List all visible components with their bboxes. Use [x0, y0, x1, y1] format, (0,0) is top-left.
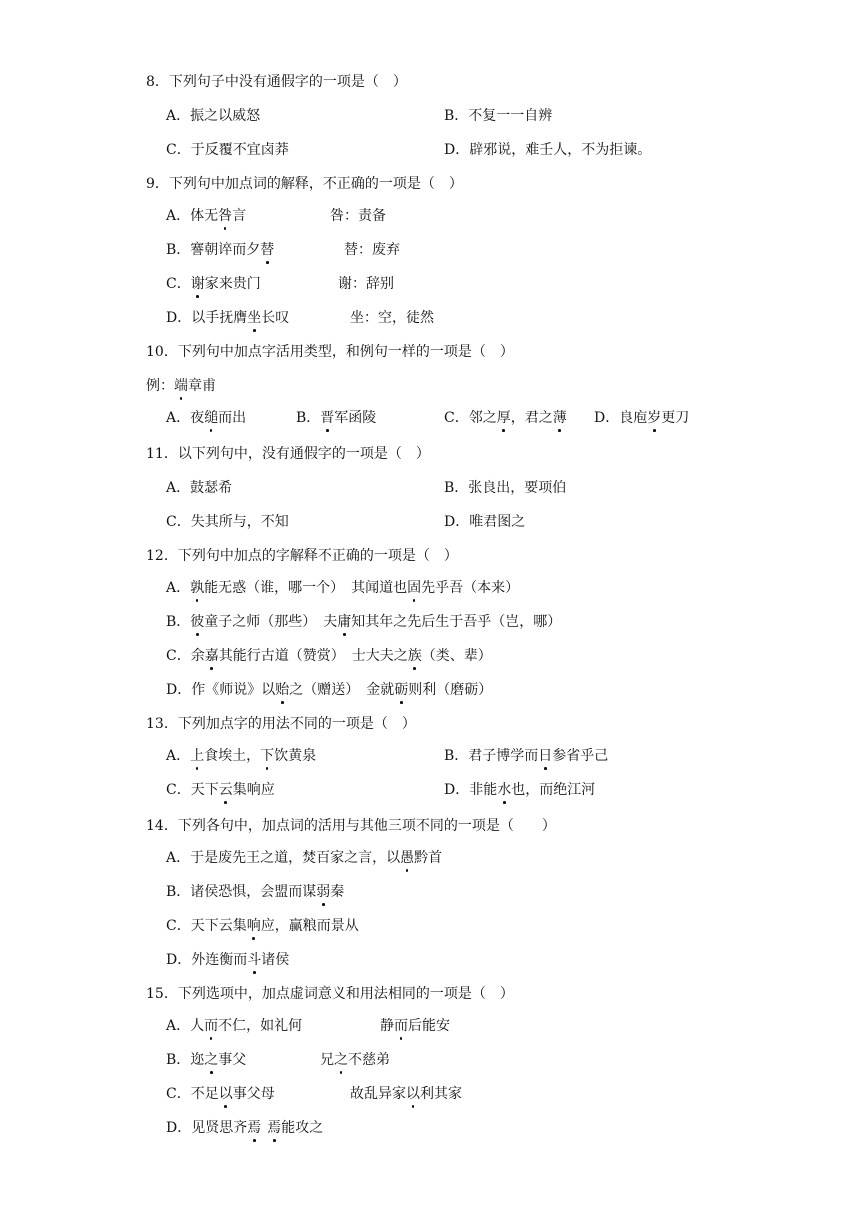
dotted-char: 愚: [400, 850, 415, 866]
question-13-option-c: C．天下云集响应: [166, 782, 275, 798]
question-11-option-c: C．失其所与，不知: [166, 514, 289, 530]
dotted-char: 而: [204, 1018, 219, 1034]
dotted-char: 水: [497, 782, 512, 798]
question-9-option-c: C．谢家来贵门: [166, 276, 261, 292]
question-14-option-b: B．诸侯恐惧，会盟而谋弱秦: [166, 884, 345, 900]
question-9-option-a: A．体无咎言: [166, 208, 247, 224]
question-15-option-c: C．不足以事父母: [166, 1086, 275, 1102]
question-10-stem: 10．下列句中加点字活用类型，和例句一样的一项是（ ）: [146, 344, 514, 360]
dotted-char: 谢: [190, 276, 205, 292]
dotted-char: 焉: [247, 1120, 262, 1136]
question-12-option-c: C．余嘉其能行古道（赞赏） 士大夫之族（类、辈）: [166, 648, 492, 664]
question-10-example: 例：端章甫: [146, 378, 216, 394]
dotted-char: 贻: [275, 682, 290, 698]
question-15-option-b: B．迩之事父: [166, 1052, 247, 1068]
question-11-option-d: D．唯君图之: [444, 514, 526, 530]
dotted-char: 以: [218, 1086, 233, 1102]
question-14-stem: 14．下列各句中，加点词的活用与其他三项不同的一项是（ ）: [146, 818, 556, 834]
question-9-stem: 9．下列句中加点词的解释，不正确的一项是（ ）: [146, 176, 463, 192]
dotted-char: 替: [260, 242, 275, 258]
question-13-option-a: A．上食埃土，下饮黄泉: [166, 748, 317, 764]
question-8-option-d: D．辟邪说，难壬人，不为拒谏。: [444, 142, 652, 158]
dotted-char: 薄: [552, 410, 567, 426]
question-10-option-d: D．良庖岁更刀: [594, 410, 690, 426]
question-9-option-c-gloss: 谢：辞别: [338, 276, 394, 292]
question-15-option-b-second: 兄之不慈弟: [320, 1052, 390, 1068]
dotted-char: 上: [190, 748, 205, 764]
question-10-option-a: A．夜缒而出: [166, 410, 247, 426]
question-13-stem: 13．下列加点字的用法不同的一项是（ ）: [146, 716, 416, 732]
question-9-option-b: B．謇朝谇而夕替: [166, 242, 275, 258]
dotted-char: 下: [260, 748, 275, 764]
question-13-option-d: D．非能水也，而绝江河: [444, 782, 596, 798]
dotted-char: 弱: [316, 884, 331, 900]
dotted-char: 云: [218, 782, 233, 798]
dotted-char: 之: [334, 1052, 348, 1068]
dotted-char: 坐: [247, 310, 262, 326]
dotted-char: 以: [406, 1086, 420, 1102]
question-11-option-a: A．鼓瑟希: [166, 480, 233, 496]
dotted-char: 岁: [647, 410, 662, 426]
dotted-char: 咎: [218, 208, 233, 224]
question-15-option-c-second: 故乱异家以利其家: [350, 1086, 462, 1102]
question-9-option-d: D．以手抚膺坐长叹: [166, 310, 290, 326]
dotted-char: 厚: [496, 410, 511, 426]
question-9-option-b-gloss: 替：废弃: [344, 242, 400, 258]
question-14-option-d: D．外连衡而斗诸侯: [166, 952, 290, 968]
dotted-char: 斗: [247, 952, 262, 968]
dotted-char: 焉: [267, 1120, 282, 1136]
question-12-option-b: B．彼童子之师（那些） 夫庸知其年之先后生于吾乎（岂，哪）: [166, 614, 562, 630]
question-10-option-c: C．邻之厚，君之薄: [444, 410, 567, 426]
question-15-option-d: D．见贤思齐焉 焉能攻之: [166, 1120, 324, 1136]
dotted-char: 响: [246, 918, 261, 934]
dotted-char: 晋: [320, 410, 335, 426]
question-15-option-a-second: 静而后能安: [380, 1018, 450, 1034]
question-11-option-b: B．张良出，要项伯: [444, 480, 567, 496]
question-11-stem: 11．以下列句中，没有通假字的一项是（ ）: [146, 446, 430, 462]
question-15-stem: 15．下列选项中，加点虚词意义和用法相同的一项是（ ）: [146, 986, 514, 1002]
question-14-option-c: C．天下云集响应，赢粮而景从: [166, 918, 359, 934]
question-8-option-b: B．不复一一自辨: [444, 108, 553, 124]
dotted-char: 嘉: [204, 648, 219, 664]
dotted-char: 之: [204, 1052, 219, 1068]
dotted-char: 端: [174, 378, 188, 394]
dotted-char: 缒: [204, 410, 219, 426]
dotted-char: 固: [407, 580, 422, 596]
question-9-option-d-gloss: 坐：空，徒然: [350, 310, 434, 326]
dotted-char: 砺: [394, 682, 409, 698]
question-14-option-a: A．于是废先王之道，焚百家之言，以愚黔首: [166, 850, 443, 866]
dotted-char: 而: [394, 1018, 408, 1034]
question-9-option-a-gloss: 咎：责备: [330, 208, 386, 224]
dotted-char: 彼: [190, 614, 205, 630]
question-8-option-a: A．振之以威怒: [166, 108, 261, 124]
dotted-char: 日: [538, 748, 553, 764]
question-10-option-b: B．晋军函陵: [296, 410, 377, 426]
question-13-option-b: B．君子博学而日参省乎己: [444, 748, 609, 764]
question-12-stem: 12．下列句中加点的字解释不正确的一项是（ ）: [146, 548, 458, 564]
question-8-option-c: C．于反覆不宜卤莽: [166, 142, 289, 158]
question-8-stem: 8．下列句子中没有通假字的一项是（ ）: [146, 74, 407, 90]
dotted-char: 孰: [190, 580, 205, 596]
dotted-char: 族: [407, 648, 422, 664]
question-15-option-a: A．人而不仁，如礼何: [166, 1018, 303, 1034]
dotted-char: 庸: [337, 614, 352, 630]
question-12-option-a: A．孰能无惑（谁，哪一个） 其闻道也固先乎吾（本来）: [166, 580, 520, 596]
question-12-option-d: D．作《师说》以贻之（赠送） 金就砺则利（磨砺）: [166, 682, 493, 698]
